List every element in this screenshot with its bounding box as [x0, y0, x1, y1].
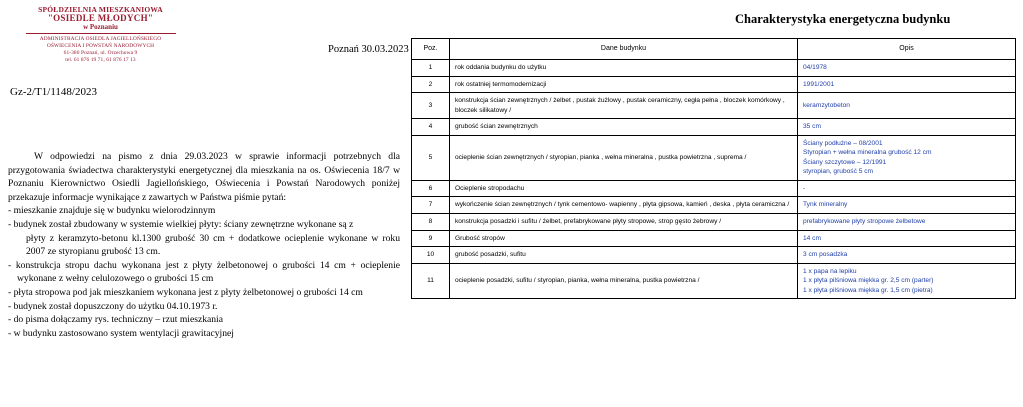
cell-poz: 9 [412, 230, 450, 247]
cell-opis [798, 60, 1016, 77]
cell-dane-line: wykończenie ścian zewnętrznych / tynk cementowo- wapienny , płyta gipsowa, kamień , deska , płyta ceramiczna / [455, 201, 790, 209]
letterhead-line3: w Poznaniu [83, 22, 118, 31]
cell-opis-line: styropian, grubość 5 cm [803, 168, 873, 176]
cell-dane-line: konstrukcja posadzki i sufitu / żelbet, prefabrykowane płyty stropowe, strop gęsto żebrowy / [455, 218, 722, 226]
table-row [412, 263, 1016, 299]
cell-dane [450, 60, 798, 77]
table-row [412, 230, 1016, 247]
cell-opis-line: 14 cm [803, 234, 821, 242]
cell-dane-line: grubość posadzki, sufitu [455, 251, 526, 259]
cell-dane [450, 230, 798, 247]
letter-bullet-3: - konstrukcja stropu dachu wykonana jest z płyty żelbetonowej o grubości 14 cm + ocieplenie wykonane z wełny celulozowego o grubości 15 cm [8, 259, 400, 285]
cell-dane [450, 197, 798, 214]
cell-dane-line: rok oddania budynku do użytku [455, 64, 547, 71]
cell-opis [798, 119, 1016, 136]
cell-opis [798, 263, 1016, 299]
cell-opis-line: 35 cm [803, 123, 821, 131]
letter-body [8, 150, 400, 341]
column-header-poz: Poz. [412, 39, 450, 60]
cell-dane [450, 263, 798, 299]
column-header-dane: Dane budynku [450, 39, 798, 60]
cell-opis-line: 04/1978 [803, 64, 827, 71]
cell-poz: 11 [412, 263, 450, 299]
energy-characteristics-table [411, 38, 1016, 299]
cell-dane-line: Ocieplenie stropodachu [455, 184, 525, 192]
cell-poz: 7 [412, 197, 450, 214]
table-row [412, 119, 1016, 136]
letter-bullet-7: - w budynku zastosowano system wentylacji grawitacyjnej [8, 327, 234, 339]
energy-characteristics-table-wrapper [411, 38, 1015, 299]
cell-poz: 5 [412, 135, 450, 180]
cell-poz: 3 [412, 93, 450, 119]
letter-bullet-6: - do pisma dołączamy rys. techniczny – rzut mieszkania [8, 314, 223, 326]
cell-dane-line: rok ostatniej termomodernizacji [455, 80, 547, 88]
table-row [412, 180, 1016, 197]
letter-paragraph-intro: W odpowiedzi na pismo z dnia 29.03.2023 w sprawie informacji potrzebnych dla przygotowania świadectwa charakterystyki energetycznej dla mieszkania na os. Oświecenia 18/7 w Poznaniu Kierownictwo Osiedli Jagiellońskiego, Oświecenia i Powstań Narodowych poniżej przekazuje informacje wynikające z zawartych w Państwa piśmie pytań: [8, 151, 400, 203]
cell-poz: 2 [412, 76, 450, 93]
letter-bullet-5: - budynek został dopuszczony do użytku 04.10.1973 r. [8, 300, 218, 312]
cell-opis-line: Ściany podłużne – 08/2001 [803, 139, 883, 147]
letter-bullet-2-cont: płyty z keramzyto-betonu kl.1300 grubość 30 cm + dodatkowe ocieplenie wykonane w roku 2007 ze styropianu grubość 13 cm. [26, 232, 400, 258]
cell-opis-line: 1 x papa na lepiku [803, 267, 857, 275]
cell-opis [798, 214, 1016, 231]
reference-number: Gz-2/T1/1148/2023 [10, 86, 97, 98]
cell-dane [450, 180, 798, 197]
cell-opis-line: Tynk mineralny [803, 201, 848, 209]
table-header-row [412, 39, 1016, 60]
cell-dane [450, 214, 798, 231]
cell-dane-line: ocieplenie ścian zewnętrznych / styropian, pianka , wełna mineralna , pustka powietrzna , suprema / [455, 154, 747, 162]
cell-poz: 4 [412, 119, 450, 136]
table-row [412, 247, 1016, 264]
letterhead-divider [26, 33, 176, 34]
table-row [412, 76, 1016, 93]
cell-opis-line: Ściany szczytowe – 12/1991 [803, 158, 887, 166]
letterhead-address-line3: 61-380 Poznań, ul. Orzechowa 9 [63, 49, 138, 56]
cell-dane-line: konstrukcja ścian zewnętrznych / żelbet , pustak żużlowy , pustak ceramiczny, cegła pełna , bloczek komórkowy , bloczek silikatowy / [455, 97, 785, 114]
cell-dane-line: Grubość stropów [455, 234, 505, 242]
cell-poz: 6 [412, 180, 450, 197]
letterhead-address-line1: ADMINISTRACJA OSIEDLA JAGIELLOŃSKIEGO [39, 36, 162, 43]
cell-dane [450, 247, 798, 264]
cell-opis-line: Styropian + wełna mineralna grubość 12 cm [803, 149, 932, 157]
column-header-opis: Opis [798, 39, 1016, 60]
cell-poz: 10 [412, 247, 450, 264]
letterhead-phone: tel. 61 876 19 71, 61 876 17 13 [65, 56, 136, 63]
table-row [412, 60, 1016, 77]
place-and-date: Poznań 30.03.2023 [328, 44, 409, 55]
letterhead-line1: SPÓŁDZIELNIA MIESZKANIOWA [38, 5, 163, 14]
table-row [412, 197, 1016, 214]
table-row [412, 214, 1016, 231]
letter-bullet-1: - mieszkanie znajduje się w budynku wielorodzinnym [8, 205, 216, 217]
cell-opis-line: 1 x płyta pilśniowa miękka gr. 2,5 cm (parter) [803, 277, 934, 285]
cell-poz: 1 [412, 60, 450, 77]
letterhead [8, 6, 193, 63]
letterhead-address-line2: OŚWIECENIA I POWSTAŃ NARODOWYCH [46, 43, 155, 50]
cell-opis-line: prefabrykowane płyty stropowe żelbetowe [803, 218, 926, 226]
cell-dane [450, 76, 798, 93]
table-row [412, 93, 1016, 119]
cell-opis [798, 76, 1016, 93]
cell-opis-line: - [803, 184, 806, 192]
cell-opis [798, 180, 1016, 197]
cell-opis-line: 1991/2001 [803, 80, 835, 88]
cell-opis-line: 3 cm posadzka [803, 251, 848, 259]
letterhead-line2: "OSIEDLE MŁODYCH" [47, 13, 154, 24]
cell-opis [798, 197, 1016, 214]
letter-bullet-4: - płyta stropowa pod jak mieszkaniem wykonana jest z płyty żelbetonowej o grubości 14 cm [8, 287, 363, 299]
cell-poz: 8 [412, 214, 450, 231]
cell-dane [450, 119, 798, 136]
cell-opis [798, 135, 1016, 180]
cell-dane [450, 135, 798, 180]
table-row [412, 135, 1016, 180]
cell-opis [798, 247, 1016, 264]
cell-opis-line: 1 x płyta pilśniowa miękka gr. 1,5 cm (pietra) [803, 286, 933, 294]
cell-dane-line: ocieplenie posadzki, sufitu / styropian, pianka, wełna mineralna, pustka powietrzna / [455, 277, 700, 285]
cell-opis [798, 93, 1016, 119]
letter-bullet-2: - budynek został zbudowany w systemie wielkiej płyty: ściany zewnętrzne wykonane są z [8, 219, 354, 231]
cell-dane-line: grubość ścian zewnętrznych [455, 123, 538, 131]
cell-dane [450, 93, 798, 119]
document-title: Charakterystyka energetyczna budynku [735, 12, 951, 26]
cell-opis-line: keramzytobeton [803, 101, 850, 109]
cell-opis [798, 230, 1016, 247]
